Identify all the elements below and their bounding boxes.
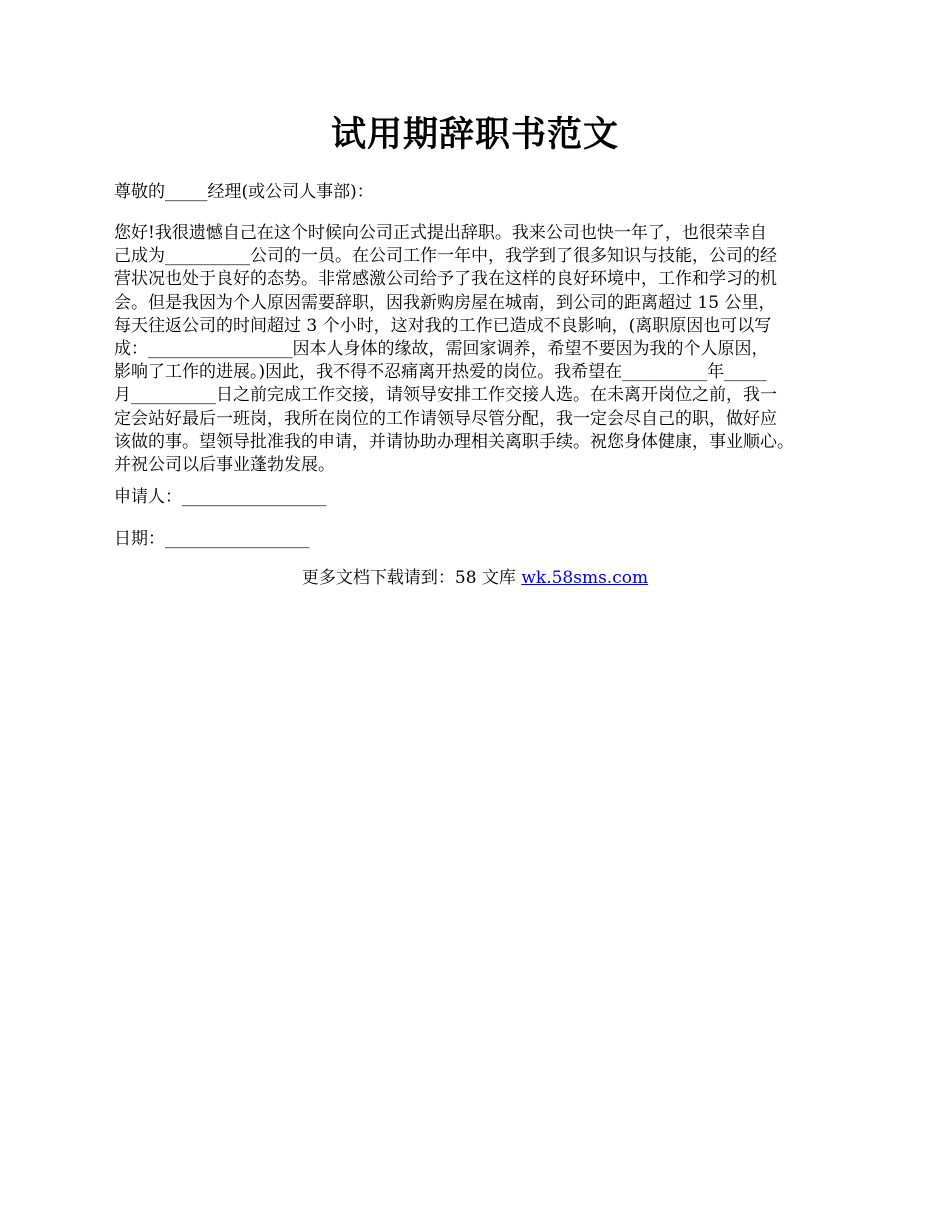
body-line: 并祝公司以后事业蓬勃发展。 bbox=[114, 455, 335, 476]
footer-text: 更多文档下载请到：58 文库 bbox=[301, 568, 522, 588]
applicant-signature-line: 申请人：_________________ bbox=[114, 487, 327, 507]
date-line: 日期：_________________ bbox=[114, 529, 310, 549]
salutation: 尊敬的_____经理(或公司人事部)： bbox=[114, 182, 374, 202]
footer-link[interactable]: wk.58sms.com bbox=[521, 568, 649, 588]
body-line: 己成为__________公司的一员。在公司工作一年中，我学到了很多知识与技能，公司的经 bbox=[114, 246, 777, 267]
body-line: 月__________日之前完成工作交接，请领导安排工作交接人选。在未离开岗位之前，我一 bbox=[114, 385, 777, 406]
document-title: 试用期辞职书范文 bbox=[330, 114, 619, 155]
body-line: 定会站好最后一班岗，我所在岗位的工作请领导尽管分配，我一定会尽自己的职，做好应 bbox=[114, 408, 777, 429]
letter-body bbox=[114, 222, 874, 477]
footer bbox=[0, 567, 950, 590]
body-line: 影响了工作的进展。)因此，我不得不忍痛离开热爱的岗位。我希望在__________年_____ bbox=[114, 362, 767, 383]
body-line: 每天往返公司的时间超过 3 个小时，这对我的工作已造成不良影响，(离职原因也可以写 bbox=[114, 315, 772, 336]
body-line: 该做的事。望领导批准我的申请，并请协助办理相关离职手续。祝您身体健康，事业顺心。 bbox=[114, 431, 794, 452]
body-line: 您好!我很遗憾自己在这个时候向公司正式提出辞职。我来公司也快一年了，也很荣幸自 bbox=[114, 223, 767, 243]
body-line: 会。但是我因为个人原因需要辞职，因我新购房屋在城南，到公司的距离超过 15 公里， bbox=[114, 292, 776, 313]
body-line: 营状况也处于良好的态势。非常感激公司给予了我在这样的良好环境中，工作和学习的机 bbox=[114, 269, 777, 290]
body-line: 成：_________________因本人身体的缘故，需回家调养，希望不要因为我的个人原因， bbox=[114, 339, 769, 360]
